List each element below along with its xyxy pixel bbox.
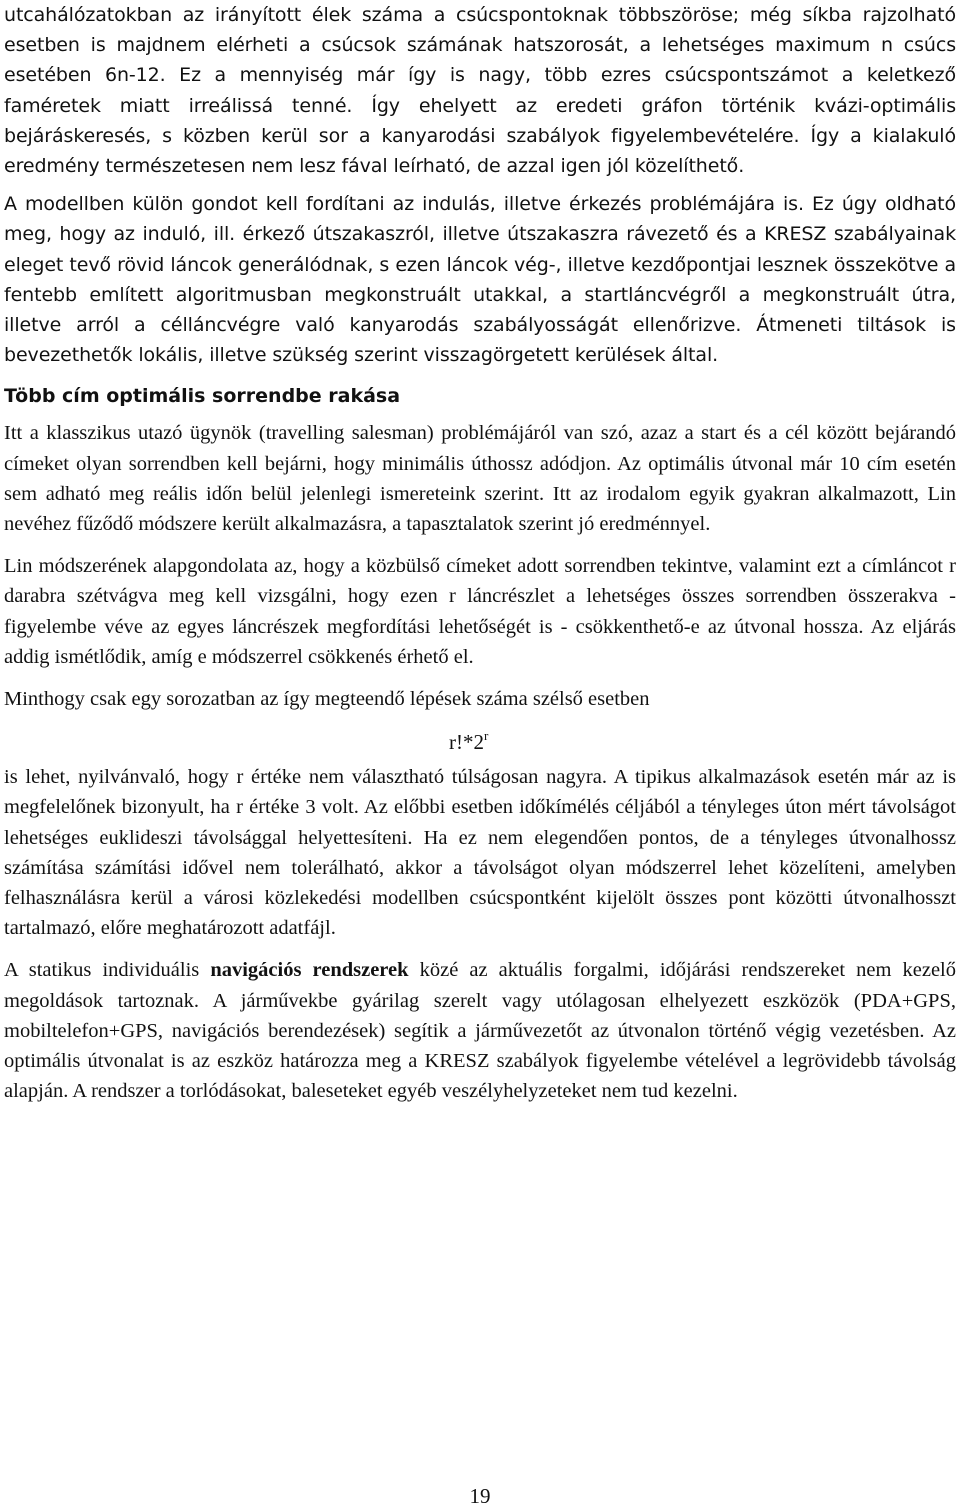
page-content [4, 0, 956, 1107]
paragraph-travelling-salesman: Itt a klasszikus utazó ügynök (travelling salesman) problémájáról van szó, azaz a start és a cél között bejárandó címeket olyan sorrendben kell bejárni, hogy minimális úthossz adódjon. Az optimális útvonal már 10 cím esetén sem adható meg reális időn belül jelenlegi ismereteink szerint. Itt az irodalom egyik gyakran alkalmazott, Lin nevéhez fűződő módszere került alkalmazásra, a tapasztalatok szerint jó eredménnyel. [4, 422, 956, 536]
paragraph-lin-method: Lin módszerének alapgondolata az, hogy a közbülső címeket adott sorrendben tekintve, valamint ezt a címláncot r darabra szétvágva meg kell vizsgálni, hogy ezen r láncrészlet a lehetséges összes sorrendben összerakva - figyelembe véve az egyes láncrészek megfordítási lehetőségét is - csökkenthető-e az útvonal hossza. Az eljárás addig ismétlődik, amíg e módszerrel csökkenés érhető el. [4, 555, 956, 668]
navigation-systems-term: navigációs rendszerek [210, 959, 409, 982]
section-heading: Több cím optimális sorrendbe rakása [4, 385, 401, 408]
formula-base: r!*2 [449, 730, 484, 755]
paragraph-start-end-part2: érkező útszakaszról, illetve útszakaszra rávezető és a KRESZ szabályainak eleget tevő rövid láncok generálódnak, s ezen láncok vég-, illetve kezdőpontjai lesznek összekötve a fentebb említett algoritmusban megkonstruált utakkal, a startláncvégről a megkonstruált útra, illetve arról a célláncvégre való kanyarodás szabályosságát ellenőrizve. Átmeneti tiltások is bevezethetők lokális, illetve szükség szerint visszagörgetett kerülések által. [4, 223, 956, 367]
paragraph-navigation-part1: A statikus individuális [4, 959, 211, 982]
paragraph-edge-count [4, 0, 956, 181]
paragraph-navigation-part2: közé az aktuális forgalmi, időjárási rendszereket nem kezelő megoldások tartoznak. A járművekbe gyárilag szerelt vagy utólagosan elhelyezett eszközök (PDA+GPS, mobiltelefon+GPS, navigációs berendezések) segítik a járművezetőt az útvonalon történő végig vezetésben. Az optimális útvonalat is az eszköz határozza meg a KRESZ szabályok figyelembe vételével a legrövidebb távolság alapján. A rendszer a torlódásokat, baleseteket egyéb veszélyhelyzeteket nem tud kezelni. [4, 959, 956, 1103]
formula [449, 718, 956, 760]
paragraph-edge-count-part1: utcahálózatokban az irányított élek száma a csúcspontoknak többszöröse; még síkba rajzolható esetben is majdnem elérheti a csúcsok számának hatszorosát, a lehetséges maximum n csúcs esetében 6n-12. Ez a mennyiség már így is nagy, több ezres csúcspontszámot a keletkező faméretek miatt irreálissá tenné. [4, 4, 956, 117]
formula-exponent: r [484, 728, 489, 744]
paragraph-r-value: is lehet, nyilvánvaló, hogy r értéke nem választható túlságosan nagyra. A tipikus alkalmazások esetén már az is megfelelőnek bizonyult, ha r értéke 3 volt. Az előbbi esetben időkímélés céljából a tényleges úton mért távolságot lehetséges euklideszi távolsággal helyettesíteni. Ha ez nem elegendően pontos, de a tényleges útvonalhossz számítása számítási idővel nem tolerálható, akkor a távolságot olyan módszerrel lehet közelíteni, amelyben felhasználásra kerül a városi közlekedési modellben csúcspontként kijelölt összes pont közötti útvonalhosszt tartalmazó, előre meghatározott adatfájl. [4, 766, 956, 940]
paragraph-start-end-part1: A modellben külön gondot kell fordítani az indulás, illetve érkezés problémájára is. Ez úgy oldható meg, hogy az induló, ill. [4, 193, 956, 246]
paragraph-navigation-systems [4, 955, 956, 1106]
paragraph-steps-intro: Minthogy csak egy sorozatban az így megteendő lépések száma szélső esetben [4, 688, 650, 711]
paragraph-start-end-problem [4, 189, 956, 370]
paragraph-edge-count-part2: Így ehelyett az eredeti gráfon történik kvázi-optimális bejáráskeresés, s közben kerül sor a kanyarodási szabályok figyelembevételére. Így a kialakuló eredmény természetesen nem lesz fával leírható, de azzal igen jól közelíthető. [4, 94, 957, 178]
page-number: 19 [469, 1484, 491, 1508]
